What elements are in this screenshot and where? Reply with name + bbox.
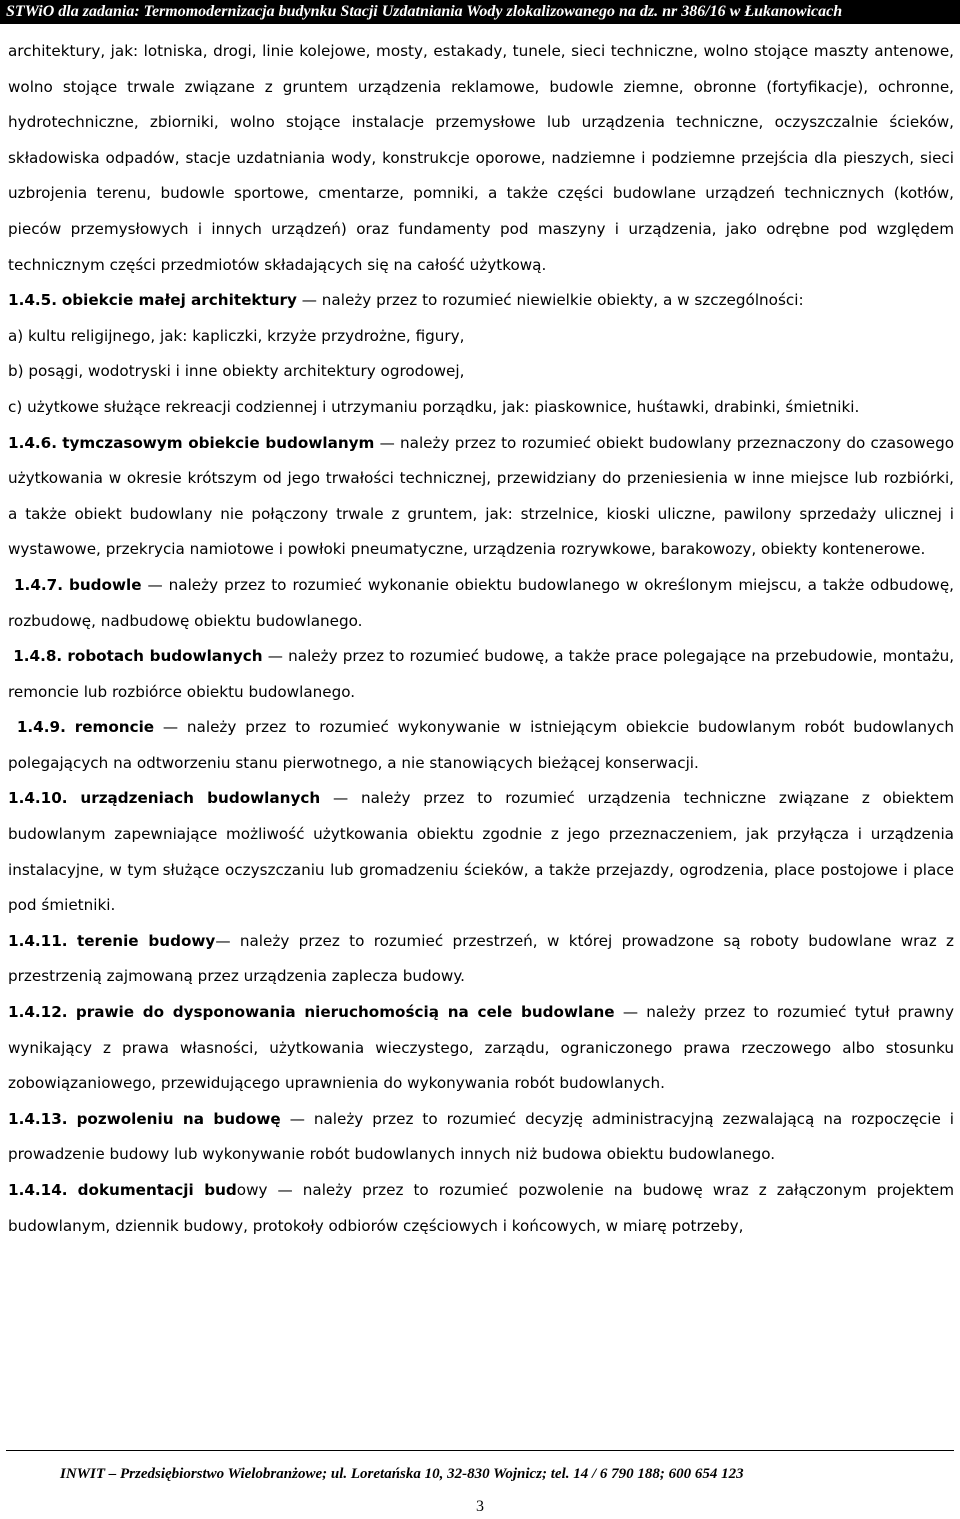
definition-1-4-14: [8, 1173, 954, 1244]
definition-text: owy — należy przez to rozumieć pozwolenie na budowę wraz z załączonym projektem budowlanym, dziennik budowy, protokoły odbiorów częściowych i końcowych, w miarę potrzeby,: [8, 1181, 954, 1235]
definition-term: budowle: [68, 575, 142, 594]
running-footer: INWIT – Przedsiębiorstwo Wielobranżowe; ul. Loretańska 10, 32-830 Wojnicz; tel. 14 / 6 790 188; 600 654 123: [60, 1466, 744, 1482]
definition-text: — należy przez to rozumieć wykonywanie w istniejącym obiekcie budowlanym robót budowlanych polegających na odtworzeniu stanu pierwotnego, a nie stanowiących bieżącej konserwacji.: [8, 718, 955, 772]
definition-text: — należy przez to rozumieć urządzenia techniczne związane z obiektem budowlanym zapewniające możliwość użytkowania obiektu zgodnie z jego przeznaczeniem, jak przyłącza i urządzenia instalacyjne, w tym służące oczyszczaniu lub gromadzeniu ścieków, a także przejazdy, ogrodzenia, place postojowe i place pod śmietniki.: [8, 789, 955, 915]
definition-number: 1.4.13.: [8, 1109, 68, 1128]
definition-term: tymczasowym obiekcie budowlanym: [62, 433, 375, 452]
definition-1-4-11: [8, 924, 954, 995]
definition-term: pozwoleniu na budowę: [76, 1109, 281, 1128]
intro-paragraph: architektury, jak: lotniska, drogi, linie kolejowe, mosty, estakady, tunele, sieci techniczne, wolno stojące maszty antenowe, wolno stojące trwale związane z gruntem urządzenia reklamowe, budowle ziemne, obronne (fortyfikacje), ochronne, hydrotechniczne, zbiorniki, wolno stojące instalacje przemysłowe lub urządzenia techniczne, oczyszczalnie ścieków, składowiska odpadów, stacje uzdatniania wody, konstrukcje oporowe, nadziemne i podziemne przejścia dla pieszych, sieci uzbrojenia terenu, budowle sportowe, cmentarze, pomniki, a także części budowlane urządzeń technicznych (kotłów, pieców przemysłowych i innych urządzeń) oraz fundamenty pod maszyny i urządzenia, jako odrębne pod względem technicznym części przedmiotów składających się na całość użytkową.: [8, 42, 954, 274]
page-number: 3: [476, 1498, 484, 1515]
definition-1-4-13: [8, 1102, 954, 1173]
definition-1-4-9: [8, 710, 954, 781]
definition-number: 1.4.5.: [8, 291, 58, 310]
definition-term: obiekcie małej architektury: [61, 291, 297, 310]
definition-text: — należy przez to rozumieć obiekt budowlany przeznaczony do czasowego użytkowania w okresie krótszym od jego trwałości technicznej, przewidziany do przeniesienia w inne miejsce lub rozbiórki, a także obiekt budowlany nie połączony trwale z gruntem, jak: strzelnice, kioski uliczne, pawilony sprzedaży ulicznej i wystawowe, przekrycia namiotowe i powłoki pneumatyczne, urządzenia rozrywkowe, barakowozy, obiekty kontenerowe.: [8, 433, 955, 559]
definition-text: — należy przez to rozumieć tytuł prawny wynikający z prawa własności, użytkowania wieczystego, zarządu, ograniczonego prawa rzeczowego albo stosunku zobowiązaniowego, przewidującego uprawnienia do wykonywania robót budowlanych.: [8, 1003, 955, 1093]
definition-text: — należy przez to rozumieć niewielkie obiekty, a w szczególności:: [296, 291, 804, 310]
definition-number: 1.4.9.: [16, 718, 66, 737]
definition-number: 1.4.10.: [8, 789, 68, 808]
running-header: STWiO dla zadania: Termomodernizacja budynku Stacji Uzdatniania Wody zlokalizowanego na dz. nr 386/16 w Łukanowicach: [0, 0, 960, 24]
list-item: b) posągi, wodotryski i inne obiekty architektury ogrodowej,: [8, 362, 465, 381]
definition-1-4-10: [8, 781, 954, 923]
definition-term: prawie do dysponowania nieruchomością na cele budowlane: [75, 1003, 615, 1022]
list-item: a) kultu religijnego, jak: kapliczki, krzyże przydrożne, figury,: [8, 326, 465, 345]
definition-number: 1.4.6.: [8, 433, 58, 452]
definition-number: 1.4.8.: [13, 647, 63, 666]
definition-1-4-7: [8, 568, 954, 639]
definition-number: 1.4.11.: [8, 931, 68, 950]
definition-number: 1.4.12.: [8, 1003, 68, 1022]
definition-term: urządzeniach budowlanych: [80, 789, 321, 808]
definition-term: remoncie: [74, 718, 155, 737]
definition-1-4-5: [8, 283, 954, 319]
footer-divider: [6, 1450, 954, 1451]
definition-term: robotach budowlanych: [67, 647, 263, 666]
definition-term: terenie budowy: [76, 931, 216, 950]
definition-text: — należy przez to rozumieć wykonanie obiektu budowlanego w określonym miejscu, a także odbudowę, rozbudowę, nadbudowę obiektu budowlanego.: [8, 575, 955, 630]
document-body: [8, 34, 954, 1244]
definition-term: dokumentacji bud: [77, 1181, 237, 1199]
definition-text: — należy przez to rozumieć decyzję administracyjną zezwalającą na rozpoczęcie i prowadzenie budowy lub wykonywanie robót budowlanych innych niż budowa obiektu budowlanego.: [8, 1109, 955, 1164]
definition-1-4-8: [8, 639, 954, 710]
definition-text: — należy przez to rozumieć budowę, a także prace polegające na przebudowie, montażu, remoncie lub rozbiórce obiektu budowlanego.: [8, 647, 955, 701]
definition-1-4-12: [8, 995, 954, 1102]
definition-1-4-6: [8, 426, 954, 568]
definition-number: 1.4.14.: [8, 1181, 68, 1199]
list-item: c) użytkowe służące rekreacji codziennej i utrzymaniu porządku, jak: piaskownice, huśtawki, drabinki, śmietniki.: [8, 397, 860, 416]
definition-text: — należy przez to rozumieć przestrzeń, w której prowadzone są roboty budowlane wraz z przestrzenią zajmowaną przez urządzenia zaplecza budowy.: [8, 931, 955, 986]
definition-number: 1.4.7.: [13, 575, 63, 594]
